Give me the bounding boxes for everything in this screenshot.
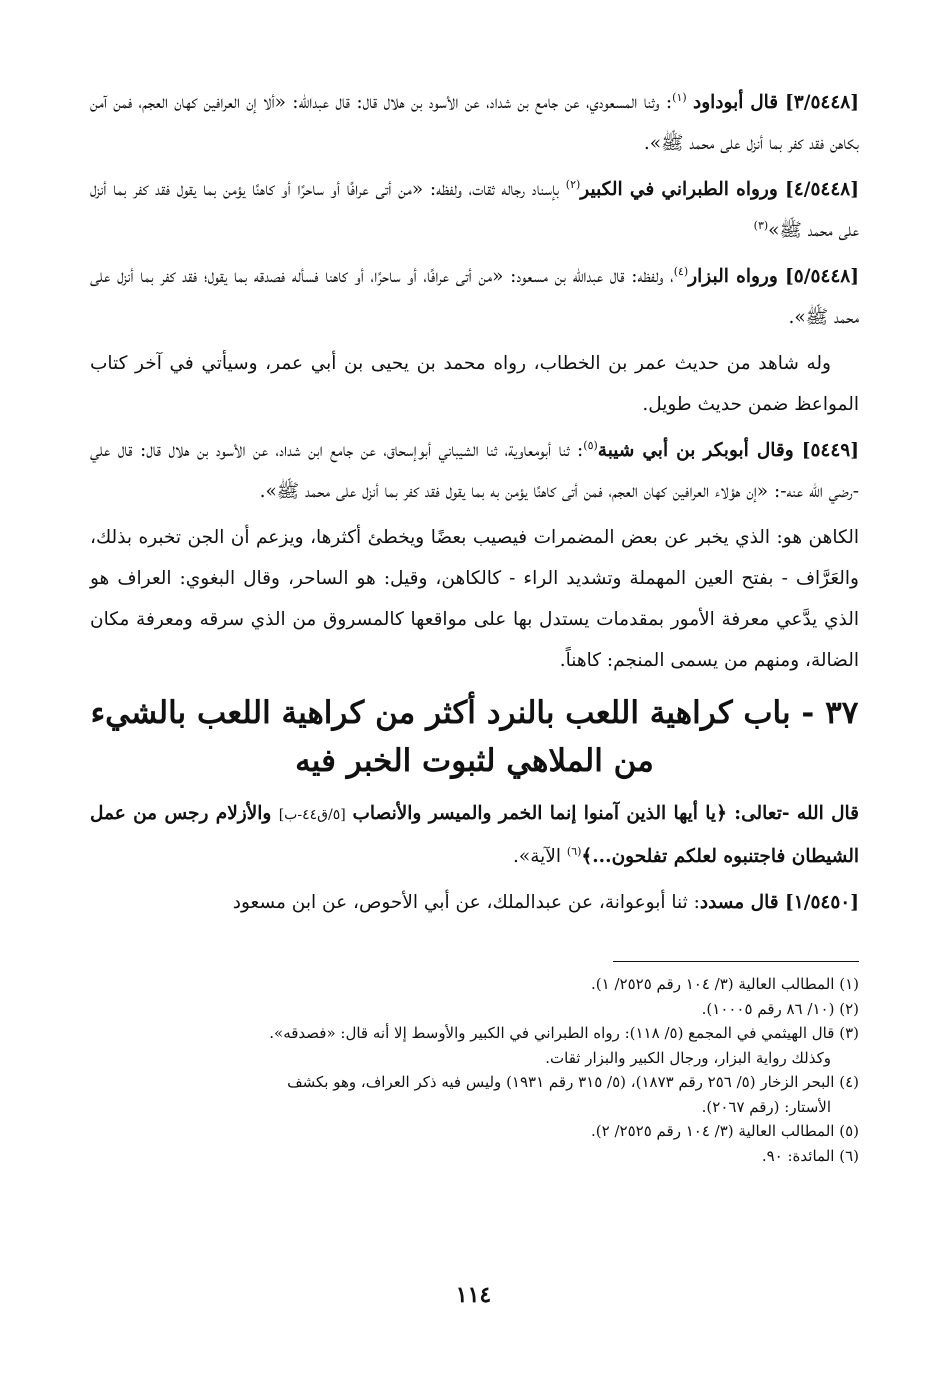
- hadith-text: : ثنا أبوعوانة، عن عبدالملك، عن أبي الأحوص، عن ابن مسعود: [232, 892, 700, 913]
- footnote-ref[interactable]: (٣): [753, 218, 769, 232]
- footnote-ref[interactable]: (٤): [673, 264, 689, 278]
- footnote-separator: [613, 961, 859, 962]
- footnote-4: [90, 1070, 859, 1119]
- hadith-text: بإسناد رجاله ثقات، ولفظه: «من أتى عرافًا أو ساحرًا أو كاهنًا يؤمن بما يقول فقد كفر بما أنزل على محمد ﷺ»: [90, 179, 859, 241]
- manuscript-marker: [٥/ق٤٤-ب]: [278, 807, 346, 823]
- hadith-paragraph-1: [90, 82, 859, 164]
- footnote-text: (١٠/ ٨٦ رقم ١٠٠٠٥).: [701, 999, 835, 1018]
- footnote-number: (١): [839, 975, 859, 993]
- footnote-2: [90, 997, 859, 1022]
- footnote-ref[interactable]: (٦): [566, 844, 582, 858]
- commentary-text: وله شاهد من حديث عمر بن الخطاب، رواه محمد بن يحيى بن أبي عمر، وسيأتي في آخر كتاب المواعظ ضمن حديث طويل.: [90, 353, 859, 415]
- footnote-text: المطالب العالية (٣/ ١٠٤ رقم ٢٥٢٥/ ٢).: [591, 1122, 835, 1140]
- hadith-text: : ثنا أبومعاوية، ثنا الشيباني أبوإسحاق، عن جامع ابن شداد، عن الأسود بن هلال قال: قال علي -رضي الله عنه-: «إن هؤلاء العرافين كهان العجم، فمن أتى كاهنًا يؤمن به بما يقول فقد كفر بما أنزل على محمد ﷺ».: [90, 440, 859, 502]
- footnote-number: (٤): [839, 1073, 859, 1091]
- hadith-number: [٣/٥٤٤٨] قال أبوداود: [692, 92, 859, 113]
- hadith-paragraph-4: [90, 430, 859, 512]
- footnote-3: [90, 1021, 859, 1070]
- footnote-5: [90, 1119, 859, 1144]
- hadith-paragraph-3: [90, 256, 859, 338]
- footnote-number: (٥): [839, 1122, 859, 1140]
- footnote-text: المائدة: ٩٠.: [761, 1146, 835, 1165]
- footnote-6: [90, 1144, 859, 1169]
- footnote-continuation: الأستار: (رقم ٢٠٦٧).: [701, 1097, 831, 1116]
- hadith-paragraph-5: [90, 882, 859, 923]
- hadith-paragraph-2: [90, 169, 859, 251]
- footnote-number: (٢): [839, 999, 859, 1018]
- footnote-ref[interactable]: (٢): [565, 177, 581, 191]
- footnote-ref[interactable]: (١): [672, 90, 687, 104]
- footnote-text: البحر الزخار (٥/ ٢٥٦ رقم ١٨٧٣)، (٥/ ٣١٥ رقم ١٩٣١) وليس فيه ذكر العراف، وهو بكشف: [287, 1073, 835, 1091]
- definition-paragraph: [90, 517, 859, 681]
- hadith-text: : وثنا المسعودي، عن جامع بن شداد، عن الأسود بن هلال قال: قال عبدالله: «ألا إن العرافين كهان العجم، فمن آمن بكاهن فقد كفر بما أنزل على محمد ﷺ».: [90, 92, 859, 154]
- verse-text: قال الله -تعالى: ﴿يا أيها الذين آمنوا إنما الخمر والميسر والأنصاب: [352, 803, 859, 824]
- footnote-number: (٣): [839, 1024, 859, 1042]
- hadith-number: [٥/٥٤٤٨] ورواه البزار: [688, 266, 859, 287]
- quran-verse-paragraph: [90, 793, 859, 877]
- verse-text-continued: والأزلام رجس من عمل الشيطان فاجتنبوه لعلكم تفلحون...﴾: [90, 803, 859, 867]
- footnote-number: (٦): [839, 1146, 859, 1165]
- commentary-paragraph: [90, 343, 859, 425]
- footnote-ref[interactable]: (٥): [583, 438, 598, 452]
- page-number: ١١٤: [455, 1282, 492, 1308]
- hadith-text: ، ولفظه: قال عبدالله بن مسعود: «من أتى عرافًا، أو ساحرًا، أو كاهنا فسأله فصدقه بما يقول؛ فقد كفر بما أنزل على محمد ﷺ».: [90, 266, 859, 328]
- footnote-text: المطالب العالية (٣/ ١٠٤ رقم ٢٥٢٥/ ١).: [591, 975, 835, 993]
- footnotes-section: [90, 972, 859, 1168]
- definition-text: الكاهن هو: الذي يخبر عن بعض المضمرات فيصيب بعضًا ويخطئ أكثرها، ويزعم أن الجن تخبره بذلك، والعَرَّاف - بفتح العين المهملة وتشديد الراء - كالكاهن، وقيل: هو الساحر، وقال البغوي: العراف هو الذي يدَّعي معرفة الأمور بمقدمات يستدل بها على مواقعها كالمسروق من الذي سرقه ومعرفة مكان الضالة، ومنهم من يسمى المنجم: كاهناً.: [90, 527, 859, 671]
- footnote-1: [90, 972, 859, 997]
- hadith-number: [٤/٥٤٤٨] ورواه الطبراني في الكبير: [580, 179, 859, 200]
- footnote-continuation: وكذلك رواية البزار، ورجال الكبير والبزار ثقات.: [545, 1048, 831, 1067]
- verse-tail: الآية».: [513, 846, 567, 867]
- hadith-number: [١/٥٤٥٠] قال مسدد: [699, 892, 859, 913]
- chapter-heading: ٣٧ - باب كراهية اللعب بالنرد أكثر من كراهية اللعب بالشيء من الملاهي لثبوت الخبر فيه: [90, 695, 859, 779]
- hadith-number: [٥٤٤٩] وقال أبوبكر بن أبي شيبة: [597, 440, 859, 461]
- footnote-text: قال الهيثمي في المجمع (٥/ ١١٨): رواه الطبراني في الكبير والأوسط إلا أنه قال: «فصدقه».: [269, 1024, 835, 1042]
